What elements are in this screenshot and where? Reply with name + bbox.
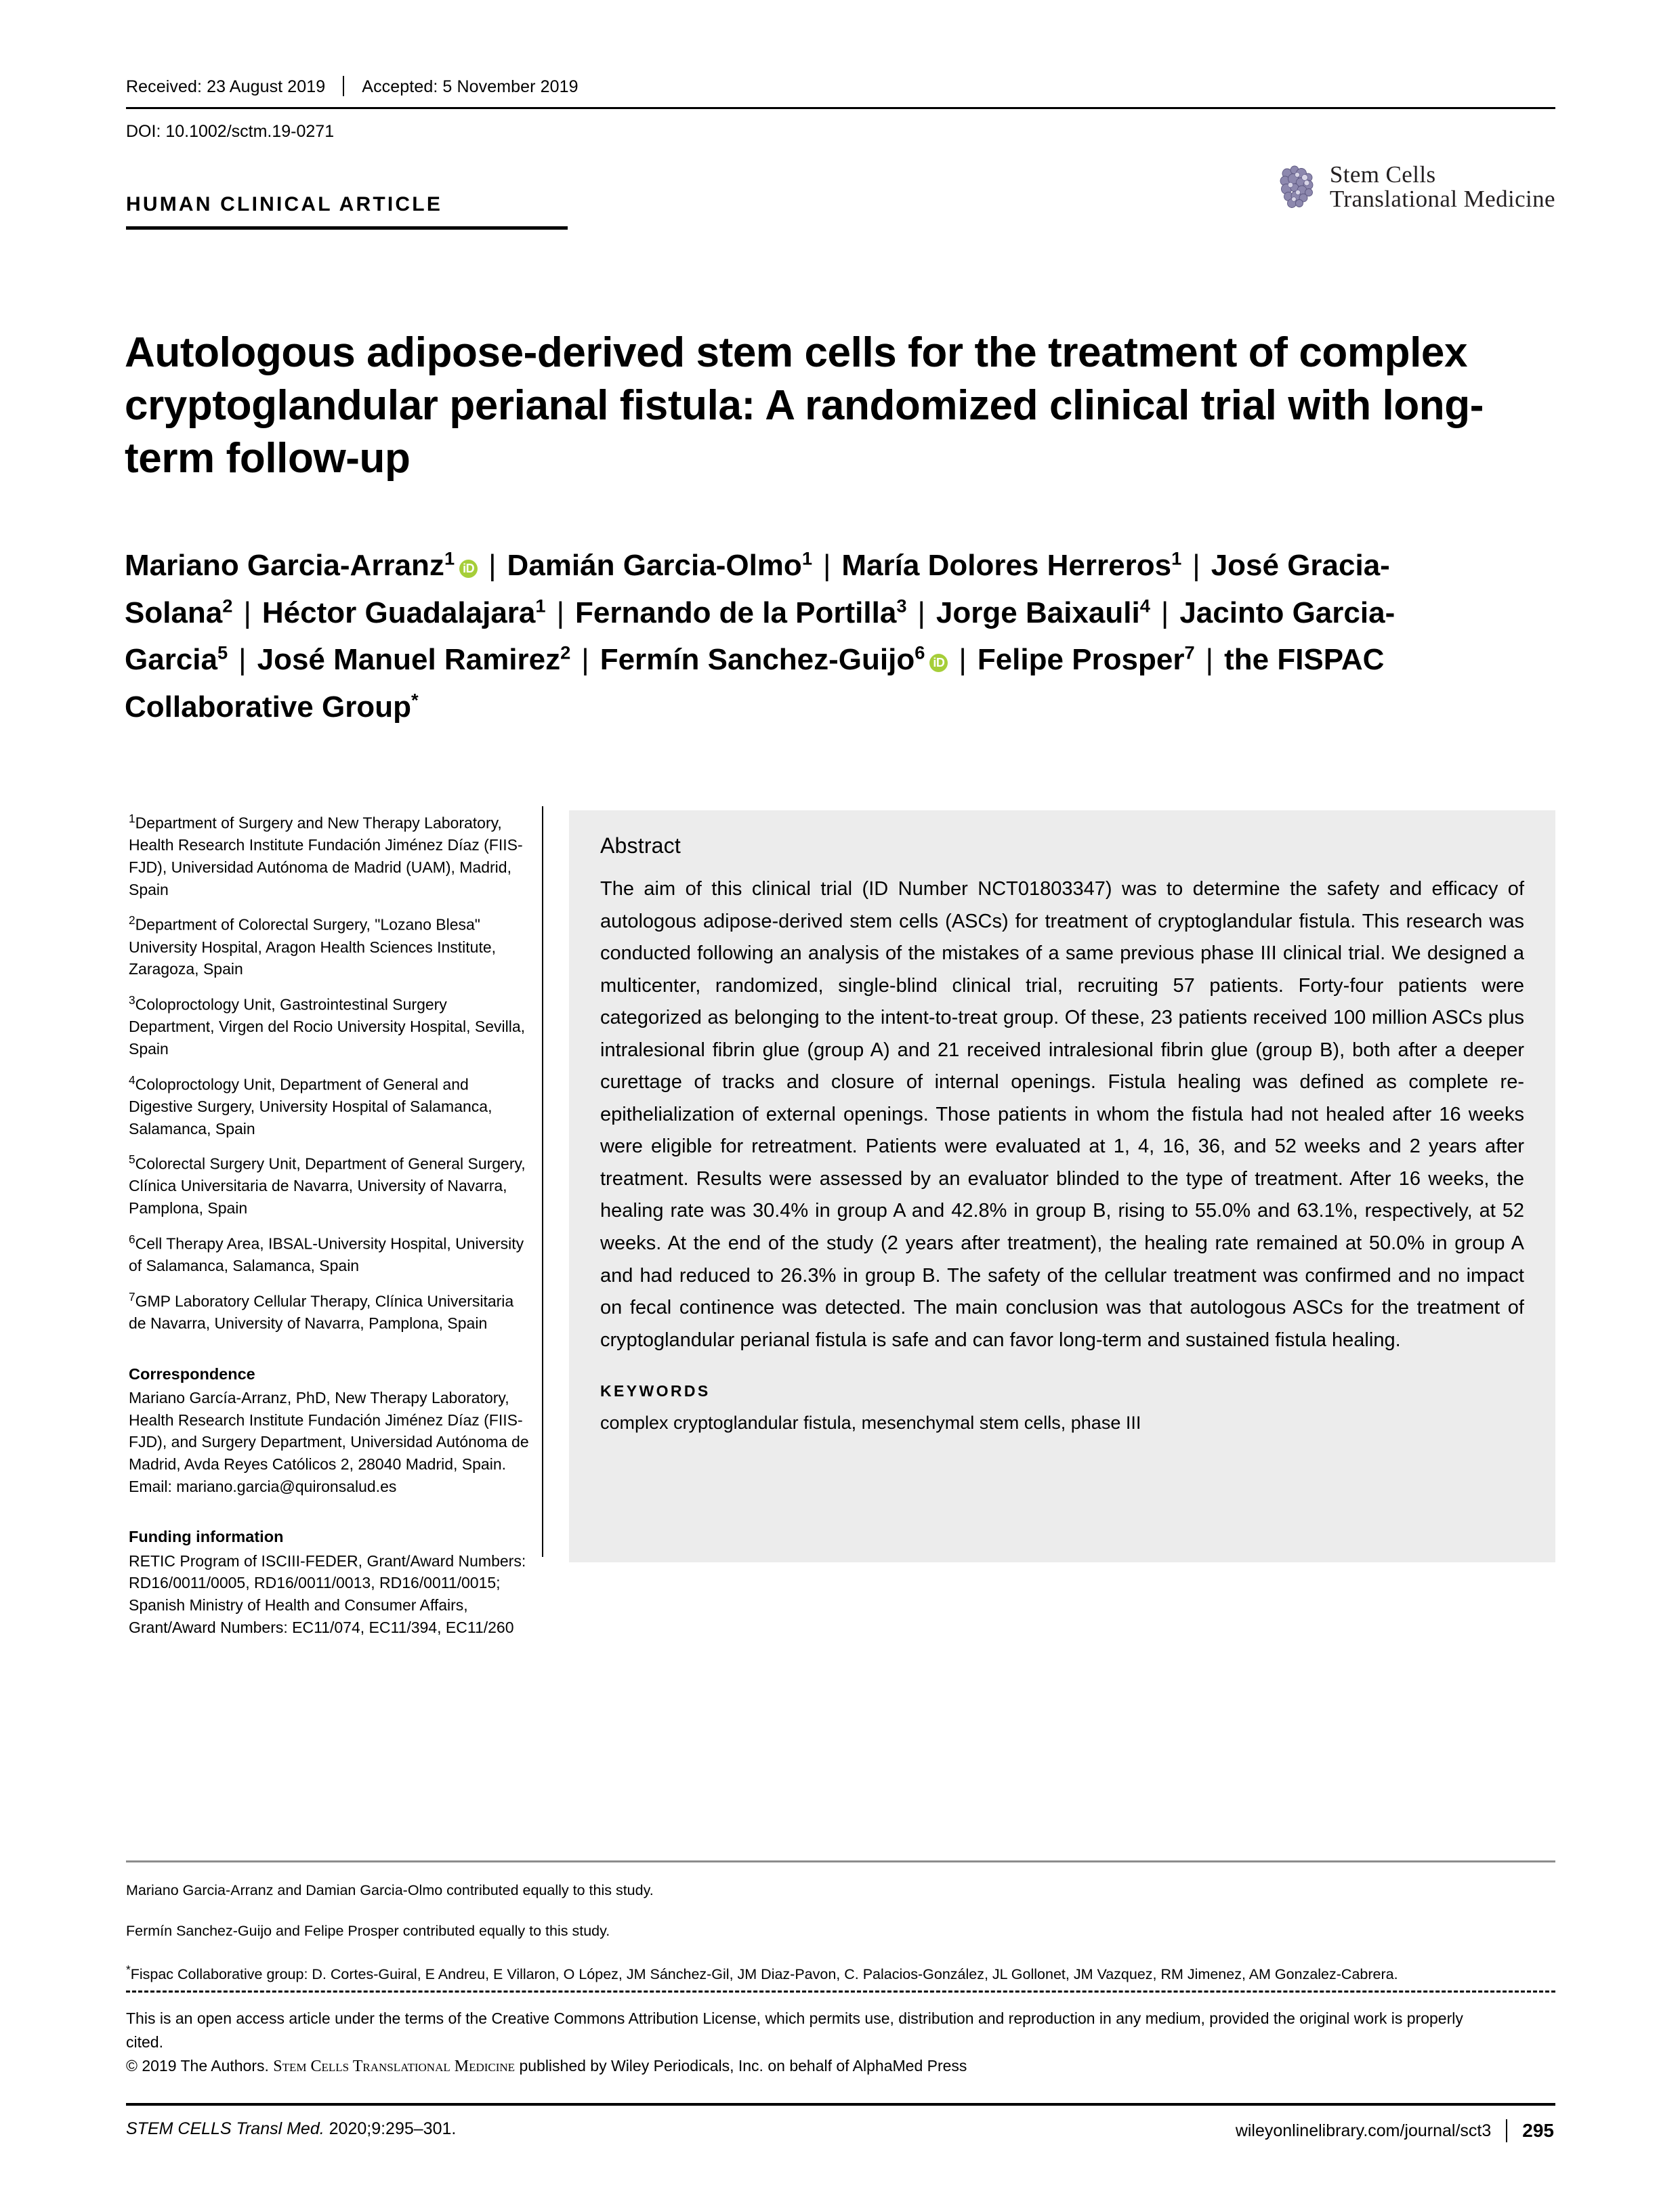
affiliation-item [129,1072,535,1140]
author-affiliation-marker: 1 [1171,547,1182,569]
author-affiliation-marker: 2 [222,594,233,616]
affiliation-text: Department of Surgery and New Therapy Laboratory, Health Research Institute Fundación Jiménez Díaz (FIIS-FJD), Universidad Autónoma de Madrid (UAM), Madrid, Spain [129,814,523,898]
journal-logo [1277,163,1555,211]
funding-body: RETIC Program of ISCIII-FEDER, Grant/Award Numbers: RD16/0011/0005, RD16/0011/0013, RD16/0011/0015; Spanish Ministry of Health and Consumer Affairs, Grant/Award Numbers: EC11/074, EC11/394, EC11/260 [129,1551,526,1636]
abstract-heading: Abstract [600,833,681,858]
license-dashed-rule [126,1991,1555,1993]
copyright-journal-name: Stem Cells Translational Medicine [273,2057,516,2075]
author-affiliation-marker: 3 [896,594,907,616]
author-affiliation-marker: 7 [1184,642,1195,663]
affiliation-text: Cell Therapy Area, IBSAL-University Hospital, University of Salamanca, Salamanca, Spain [129,1234,524,1275]
doi-line: DOI: 10.1002/sctm.19-0271 [126,122,335,141]
author-separator: | [1205,643,1214,677]
page-number: 295 [1522,2120,1554,2141]
correspondence-body: Mariano García-Arranz, PhD, New Therapy Laboratory, Health Research Institute Fundación Jiménez Díaz (FIIS-FJD), and Surgery Department, Universidad Autónoma de Madrid, Avda Reyes Católicos 2, 28040 Madrid, Spain. Email: mariano.garcia@quironsalud.es [129,1389,529,1495]
orcid-icon[interactable]: iD [929,654,948,672]
citation-journal: STEM CELLS Transl Med. [126,2119,324,2138]
author-separator: | [1192,549,1200,582]
author-list [125,542,1520,730]
stem-cell-cluster-icon [1277,164,1320,210]
license-block [126,2007,1481,2079]
author-separator: | [581,643,589,677]
orcid-icon[interactable]: iD [459,560,478,578]
author-affiliation-marker: 1 [801,547,812,569]
author-name: Fermín Sanchez-Guijo$^6$ [600,642,925,677]
author-affiliation-marker: * [411,688,419,710]
keywords-heading: KEYWORDS [600,1382,711,1400]
affiliation-text: GMP Laboratory Cellular Therapy, Clínica Universitaria de Navarra, University of Navarra, Pamplona, Spain [129,1292,514,1333]
journal-name-line1: Stem Cells [1329,161,1436,188]
journal-url[interactable]: wileyonlinelibrary.com/journal/sct3 [1235,2121,1492,2140]
abstract-panel [569,810,1555,1562]
footnote-equal-contrib-1: Mariano Garcia-Arranz and Damian Garcia-Olmo contributed equally to this study. [126,1882,654,1898]
footnote-rule [126,1860,1555,1862]
author-name: Felipe Prosper$^7$ [977,642,1195,677]
affiliation-list [129,810,535,1335]
funding-heading: Funding information [129,1528,284,1546]
footer-rule [126,2103,1555,2106]
citation-volume-pages: 2020;9:295–301. [324,2119,457,2138]
author-name: Fernando de la Portilla$^3$ [575,594,907,629]
journal-name-line2: Translational Medicine [1329,185,1555,212]
affiliation-text: Coloproctology Unit, Gastrointestinal Surgery Department, Virgen del Rocio University Hospital, Sevilla, Spain [129,995,526,1058]
affiliation-item [129,810,535,900]
affiliation-marker: 1 [129,812,135,825]
correspondence-block [129,1363,535,1498]
affiliation-marker: 6 [129,1232,135,1246]
author-affiliation-marker: 5 [217,642,228,663]
received-accepted-line [126,76,1555,97]
affiliation-item [129,1231,535,1277]
author-separator: | [556,596,564,629]
journal-citation [126,2119,456,2139]
author-separator: | [822,549,831,582]
affiliation-marker: 5 [129,1152,135,1167]
column-divider [542,806,543,1557]
author-name: Jorge Baixauli$^4$ [936,594,1150,629]
author-affiliation-marker: 1 [535,594,546,616]
funding-block [129,1526,535,1638]
copyright-prefix: © 2019 The Authors. [126,2056,274,2075]
article-type-rule [126,226,568,230]
license-text: This is an open access article under the terms of the Creative Commons Attribution License, which permits use, distribution and reproduction in any medium, provided the original work is properly cited. [126,2009,1463,2051]
affiliation-marker: 2 [129,913,135,928]
abstract-body: The aim of this clinical trial (ID Number NCT01803347) was to determine the safety and efficacy of autologous adipose-derived stem cells (ASCs) for treatment of cryptoglandular fistula. This research was conducted following an analysis of the mistakes of a same previous phase III clinical trial. We designed a multicenter, randomized, single-blind clinical trial, recruiting 57 patients. Forty-four patients were categorized as belonging to the intent-to-treat group. Of these, 23 patients received 100 million ASCs plus intralesional fibrin glue (group A) and 21 received intralesional fibrin glue (group B), both after a deeper curettage of tracks and closure of internal openings. Fistula healing was defined as complete re-epithelialization of external openings. Those patients in whom the fistula had not healed after 16 weeks were eligible for retreatment. Patients were evaluated at 1, 4, 16, 36, and 52 weeks and 2 years after treatment. Results were assessed by an evaluator blinded to the type of treatment. After 16 weeks, the healing rate was 30.4% in group A and 42.8% in group B, rising to 55.0% and 63.1%, respectively, at 52 weeks. At the end of the study (2 years after treatment), the healing rate remained at 50.0% in group A and had reduced to 26.3% in group B. The safety of the cellular treatment was confirmed and no impact on fecal continence was detected. The main conclusion was that autologous ASCs for the treatment of cryptoglandular perianal fistula is safe and can favor long-term and sustained fistula healing. [600,878,1524,1351]
collaborative-group-marker: * [126,1963,131,1976]
author-name: Jacinto Garcia-Garcia$^5$ [125,596,1395,677]
author-name: Mariano Garcia-Arranz$^1$ [125,547,455,582]
author-separator: | [917,596,925,629]
affiliation-marker: 7 [129,1289,135,1304]
author-separator: | [238,643,247,677]
affiliation-item [129,992,535,1060]
affiliation-marker: 4 [129,1072,135,1087]
author-name: José Gracia-Solana$^2$ [125,549,1390,629]
collaborative-group-text: Fispac Collaborative group: D. Cortes-Guiral, E Andreu, E Villaron, O López, JM Sánchez-Gil, JM Diaz-Pavon, C. Palacios-González, JL Gollonet, JM Vazquez, RM Jimenez, AM Gonzalez-Cabrera. [130,1966,1398,1983]
article-title: Autologous adipose-derived stem cells for the treatment of complex cryptoglandular perianal fistula: A randomized clinical trial with long-term follow-up [125,329,1484,482]
affiliation-text: Department of Colorectal Surgery, "Lozano Blesa" University Hospital, Aragon Health Sciences Institute, Zaragoza, Spain [129,915,497,978]
affiliation-item [129,1289,535,1335]
header-rule [126,107,1555,109]
author-name: María Dolores Herreros$^1$ [841,547,1182,582]
footnotes-block [126,1883,1562,2008]
author-name: the FISPAC Collaborative Group* [125,643,1385,724]
affiliation-marker: 3 [129,993,135,1007]
affiliation-item [129,912,535,980]
author-separator: | [488,549,497,582]
article-type-label: HUMAN CLINICAL ARTICLE [126,193,443,215]
author-name: Damián Garcia-Olmo$^1$ [507,547,812,582]
author-affiliation-marker: 6 [915,642,925,663]
copyright-line [126,2054,1481,2079]
affiliation-text: Coloproctology Unit, Department of General and Digestive Surgery, University Hospital of Salamanca, Salamanca, Spain [129,1075,492,1138]
author-affiliation-marker: 1 [444,547,455,569]
author-name: José Manuel Ramirez$^2$ [257,642,571,677]
affiliation-text: Colorectal Surgery Unit, Department of General Surgery, Clínica Universitaria de Navarra, University of Navarra, Pamplona, Spain [129,1154,526,1217]
affiliations-column [129,810,535,1638]
author-separator: | [243,596,251,629]
journal-logo-text [1330,163,1555,211]
footnote-collaborative-group [126,1964,1562,1982]
correspondence-heading: Correspondence [129,1365,255,1383]
footnote-equal-contrib-2: Fermín Sanchez-Guijo and Felipe Prosper contributed equally to this study. [126,1922,610,1939]
author-affiliation-marker: 2 [560,642,571,663]
author-separator: | [1160,596,1169,629]
footer-right-group [1236,2119,1554,2142]
author-affiliation-marker: 4 [1139,594,1150,616]
keywords-body: complex cryptoglandular fistula, mesenchymal stem cells, phase III [600,1413,1141,1434]
received-date: Received: 23 August 2019 [126,77,326,96]
copyright-suffix: published by Wiley Periodicals, Inc. on behalf of AlphaMed Press [515,2056,967,2075]
footer-divider [1506,2119,1507,2142]
author-name: Héctor Guadalajara$^1$ [261,594,546,629]
accepted-date: Accepted: 5 November 2019 [362,77,579,96]
author-separator: | [959,643,967,677]
affiliation-item [129,1151,535,1220]
